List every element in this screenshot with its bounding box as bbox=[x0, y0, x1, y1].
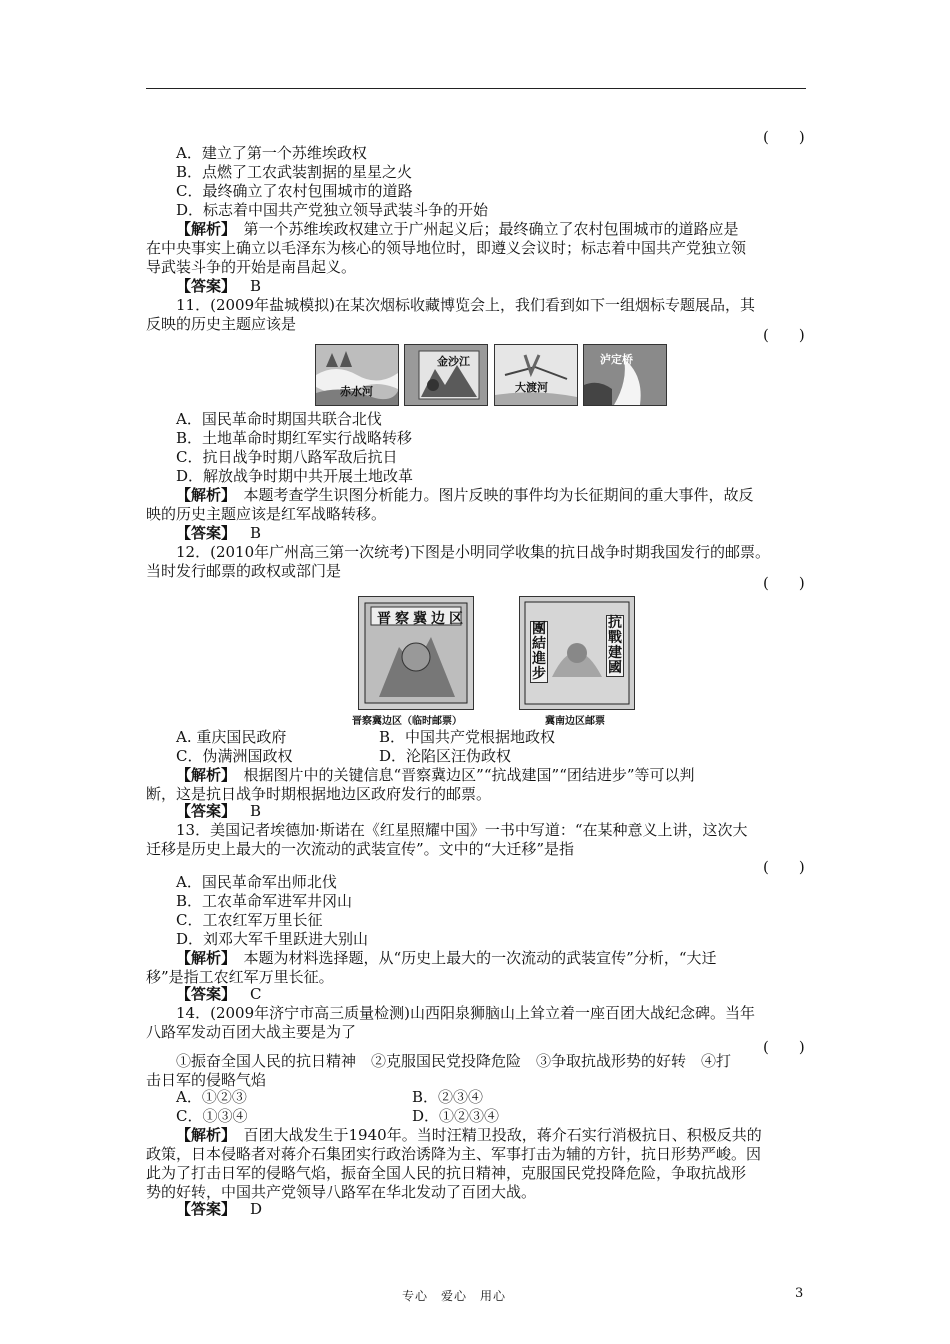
q12-option-b: B．中国共产党根据地政权 bbox=[379, 728, 556, 746]
analysis-tag: 【解析】 bbox=[176, 1126, 229, 1144]
q13-option-c: C．工农红军万里长征 bbox=[176, 911, 323, 929]
page-footer: 专心 爱心 用心 bbox=[402, 1289, 507, 1303]
analysis-text: 根据图片中的关键信息“晋察冀边区”“抗战建国”“团结进步”等可以判 bbox=[228, 766, 695, 784]
answer-letter: D bbox=[250, 1200, 263, 1218]
analysis-tag: 【解析】 bbox=[176, 766, 229, 784]
q14-analysis-line: 政策，日本侵略者对蒋介石集团实行政治诱降为主、军事打击为辅的方针，抗日形势严峻。因 bbox=[146, 1145, 762, 1163]
answer-letter: B bbox=[250, 277, 262, 295]
q14-items-line: 击日军的侵略气焰 bbox=[146, 1071, 267, 1089]
stamp-left-text: 團結進步 bbox=[532, 621, 546, 682]
label-title: 赤水河 bbox=[340, 385, 373, 398]
q12-stem: 12．(2010年广州高三第一次统考)下图是小明同学收集的抗日战争时期我国发行的邮票。 bbox=[176, 543, 770, 561]
q13-analysis bbox=[176, 949, 717, 968]
analysis-tag: 【解析】 bbox=[176, 220, 229, 238]
header-rule bbox=[146, 88, 806, 89]
answer-tag: 【答案】 bbox=[176, 1200, 237, 1218]
answer-letter: B bbox=[250, 802, 262, 820]
q14-items: ①振奋全国人民的抗日精神 ②克服国民党投降危险 ③争取抗战形势的好转 ④打 bbox=[176, 1052, 732, 1070]
stamp-right-text: 抗戰建國 bbox=[608, 615, 622, 676]
q13-stem: 13．美国记者埃德加·斯诺在《红星照耀中国》一书中写道：“在某种意义上讲，这次大 bbox=[176, 821, 748, 839]
label-title: 泸定桥 bbox=[600, 353, 633, 366]
label-title: 大渡河 bbox=[515, 381, 548, 394]
q13-analysis-line: 移”是指工农红军万里长征。 bbox=[146, 968, 334, 986]
q12-analysis-line: 断，这是抗日战争时期根据地边区政府发行的邮票。 bbox=[146, 785, 492, 803]
analysis-text: 百团大战发生于1940年。当时汪精卫投敌，蒋介石实行消极抗日、积极反共的 bbox=[228, 1126, 762, 1144]
q11-option-a: A．国民革命时期国共联合北伐 bbox=[176, 410, 382, 428]
q11-analysis-line: 映的历史主题应该是红军战略转移。 bbox=[146, 505, 387, 523]
q11-option-c: C．抗日战争时期八路军敌后抗日 bbox=[176, 448, 398, 466]
label-jinsha-river bbox=[404, 344, 488, 406]
q13-stem-line: 迁移是历史上最大的一次流动的武装宣传”。文中的“大迁移”是指 bbox=[146, 840, 575, 858]
q10-answer bbox=[176, 277, 261, 296]
answer-blank: ( ) bbox=[763, 1038, 805, 1056]
q10-option-c: C．最终确立了农村包围城市的道路 bbox=[176, 182, 413, 200]
q13-option-a: A．国民革命军出师北伐 bbox=[176, 873, 337, 891]
q13-option-d: D．刘邓大军千里跃进大别山 bbox=[176, 930, 369, 948]
analysis-text: 第一个苏维埃政权建立于广州起义后；最终确立了农村包围城市的道路应是 bbox=[228, 220, 739, 238]
q10-analysis-line: 在中央事实上确立以毛泽东为核心的领导地位时，即遵义会议时；标志着中国共产党独立领 bbox=[146, 239, 747, 257]
q13-option-b: B．工农革命军进军井冈山 bbox=[176, 892, 353, 910]
q14-answer bbox=[176, 1200, 262, 1219]
q11-analysis bbox=[176, 486, 754, 505]
q12-answer bbox=[176, 802, 261, 821]
q12-option-c: C．伪满洲国政权 bbox=[176, 747, 293, 765]
q10-analysis bbox=[176, 220, 739, 239]
label-luding-bridge bbox=[583, 344, 667, 406]
q14-option-d: D．①②③④ bbox=[412, 1107, 500, 1125]
q10-option-b: B．点燃了工农武装割据的星星之火 bbox=[176, 163, 413, 181]
q14-stem: 14．(2009年济宁市高三质量检测)山西阳泉狮脑山上耸立着一座百团大战纪念碑。当年 bbox=[176, 1004, 755, 1022]
stamp-caption: 晋察冀边区（临时邮票） bbox=[352, 716, 462, 727]
label-title: 金沙江 bbox=[437, 355, 470, 368]
analysis-text: 本题考查学生识图分析能力。图片反映的事件均为长征期间的重大事件，故反 bbox=[228, 486, 754, 504]
answer-letter: C bbox=[250, 985, 262, 1003]
q11-option-d: D．解放战争时期中共开展土地改革 bbox=[176, 467, 414, 485]
answer-blank: ( ) bbox=[763, 128, 805, 146]
q14-stem-line: 八路军发动百团大战主要是为了 bbox=[146, 1023, 357, 1041]
q12-option-a: A. 重庆国民政府 bbox=[176, 728, 287, 746]
q11-option-b: B．土地革命时期红军实行战略转移 bbox=[176, 429, 413, 447]
q12-stem-line: 当时发行邮票的政权或部门是 bbox=[146, 562, 342, 580]
q10-option-d: D．标志着中国共产党独立领导武装斗争的开始 bbox=[176, 201, 489, 219]
answer-tag: 【答案】 bbox=[176, 277, 237, 295]
q11-stem-line: 反映的历史主题应该是 bbox=[146, 315, 297, 333]
stamp-jinan bbox=[519, 596, 635, 710]
stamp-title: 晋察冀边区 bbox=[377, 611, 467, 627]
q12-option-d: D．沦陷区汪伪政权 bbox=[379, 747, 512, 765]
analysis-tag: 【解析】 bbox=[176, 486, 229, 504]
q10-option-a: A．建立了第一个苏维埃政权 bbox=[176, 144, 367, 162]
q14-option-c: C．①③④ bbox=[176, 1107, 248, 1125]
answer-tag: 【答案】 bbox=[176, 524, 237, 542]
q14-option-b: B．②③④ bbox=[412, 1088, 484, 1106]
q14-analysis-line: 势的好转，中国共产党领导八路军在华北发动了百团大战。 bbox=[146, 1183, 537, 1201]
label-dadu-river bbox=[494, 344, 578, 406]
analysis-text: 本题为材料选择题，从“历史上最大的一次流动的武装宣传”分析，“大迁 bbox=[228, 949, 717, 967]
q12-analysis bbox=[176, 766, 695, 785]
q14-analysis bbox=[176, 1126, 762, 1145]
answer-letter: B bbox=[250, 524, 262, 542]
q11-stem: 11．(2009年盐城模拟)在某次烟标收藏博览会上，我们看到如下一组烟标专题展品，其 bbox=[176, 296, 755, 314]
answer-tag: 【答案】 bbox=[176, 985, 237, 1003]
answer-blank: ( ) bbox=[763, 858, 805, 876]
q10-analysis-line: 导武装斗争的开始是南昌起义。 bbox=[146, 258, 357, 276]
q14-analysis-line: 此为了打击日军的侵略气焰，振奋全国人民的抗日精神，克服国民党投降危险，争取抗战形 bbox=[146, 1164, 747, 1182]
analysis-tag: 【解析】 bbox=[176, 949, 229, 967]
stamp-caption: 冀南边区邮票 bbox=[545, 716, 605, 727]
page-number: 3 bbox=[795, 1286, 804, 1301]
answer-blank: ( ) bbox=[763, 574, 805, 592]
answer-tag: 【答案】 bbox=[176, 802, 237, 820]
q13-answer bbox=[176, 985, 262, 1004]
q14-option-a: A．①②③ bbox=[176, 1088, 247, 1106]
label-chishui-river bbox=[315, 344, 399, 406]
q11-answer bbox=[176, 524, 261, 543]
answer-blank: ( ) bbox=[763, 326, 805, 344]
stamp-jinchaji bbox=[358, 596, 474, 710]
